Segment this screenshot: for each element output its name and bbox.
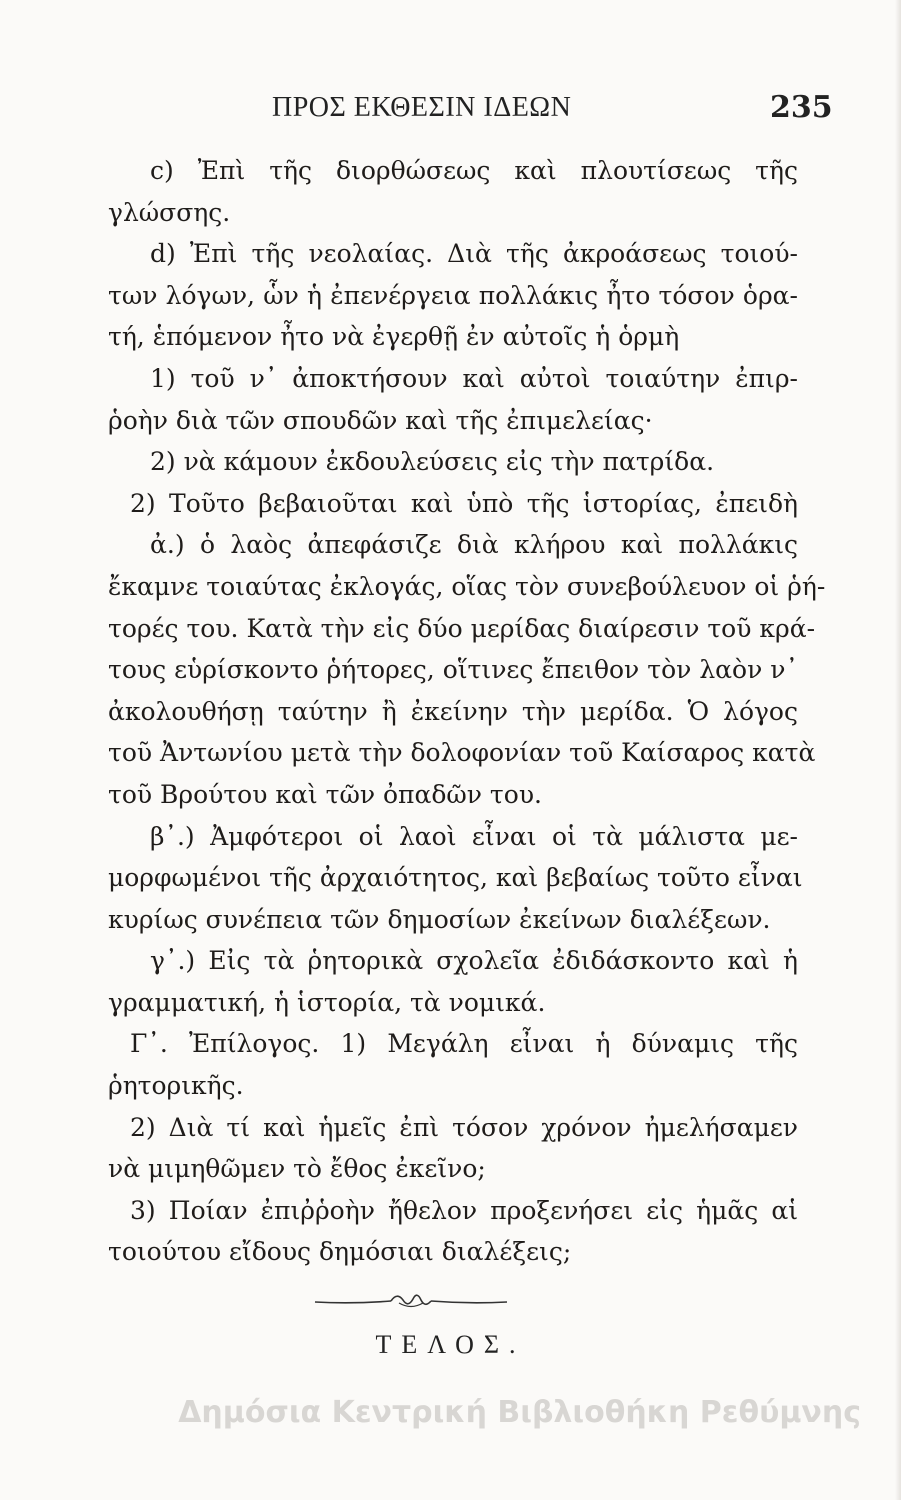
- text-line: Γ᾽. Ἐπίλογος. 1) Μεγάλη εἶναι ἡ δύναμις τῆς: [130, 1029, 798, 1059]
- text-line: c) Ἐπὶ τῆς διορθώσεως καὶ πλουτίσεως τῆς: [150, 156, 798, 185]
- text-line: 2) νὰ κάμουν ἐκδουλεύσεις εἰς τὴν πατρίδα.: [150, 447, 715, 477]
- page-number: 235: [770, 90, 833, 125]
- text-line: ἀκολουθήσῃ ταύτην ἢ ἐκείνην τὴν μερίδα. Ὁ λόγος: [108, 696, 798, 726]
- library-watermark: Δημόσια Κεντρική Βιβλιοθήκη Ρεθύμνης: [178, 1395, 861, 1430]
- text-line: ἀ.) ὁ λαὸς ἀπεφάσιζε διὰ κλήρου καὶ πολλάκις: [150, 530, 798, 560]
- body-text: [108, 150, 826, 1273]
- text-line: τορές του. Κατὰ τὴν εἰς δύο μερίδας διαίρεσιν τοῦ κρά-: [108, 613, 816, 643]
- text-line: των λόγων, ὧν ἡ ἐπενέργεια πολλάκις ἦτο τόσον ὁρα-: [108, 280, 798, 310]
- text-line: ῥοὴν διὰ τῶν σπουδῶν καὶ τῆς ἐπιμελείας·: [108, 405, 653, 435]
- text-line: 1) τοῦ ν᾽ ἀποκτήσουν καὶ αὐτοὶ τοιαύτην ἐπιρ-: [150, 363, 798, 393]
- text-line: μορφωμένοι τῆς ἀρχαιότητος, καὶ βεβαίως τοῦτο εἶναι: [108, 863, 803, 893]
- text-line: 2) Διὰ τί καὶ ἡμεῖς ἐπὶ τόσον χρόνον ἠμελήσαμεν: [130, 1112, 798, 1142]
- ending-word: ΤΕΛΟΣ.: [375, 1330, 526, 1359]
- text-line: β᾽.) Ἀμφότεροι οἱ λαοὶ εἶναι οἱ τὰ μάλιστα με-: [150, 821, 798, 851]
- text-line: τους εὑρίσκοντο ῥήτορες, οἵτινες ἔπειθον τὸν λαὸν ν᾽: [108, 655, 798, 685]
- text-line: τοιούτου εἴδους δημόσιαι διαλέξεις;: [108, 1237, 572, 1267]
- text-line: γραμματική, ἡ ἱστορία, τὰ νομικά.: [108, 987, 546, 1017]
- text-line: 2) Τοῦτο βεβαιοῦται καὶ ὑπὸ τῆς ἱστορίας, ἐπειδὴ: [130, 488, 798, 518]
- text-line: d) Ἐπὶ τῆς νεολαίας. Διὰ τῆς ἀκροάσεως τοιού-: [150, 239, 798, 269]
- page-edge-shadow: [895, 0, 901, 1500]
- text-line: ῥητορικῆς.: [108, 1071, 244, 1101]
- text-line: 3) Ποίαν ἐπιῤῥοὴν ἤθελον προξενήσει εἰς ἡμᾶς αἱ: [130, 1195, 798, 1225]
- text-line: τή, ἑπόμενον ἦτο νὰ ἐγερθῇ ἐν αὐτοῖς ἡ ὁρμὴ: [108, 322, 680, 352]
- text-line: τοῦ Ἀντωνίου μετὰ τὴν δολοφονίαν τοῦ Καίσαρος κατὰ: [108, 738, 816, 768]
- running-head: [0, 72, 901, 132]
- text-line: ἔκαμνε τοιαύτας ἐκλογάς, οἵας τὸν συνεβούλευον οἱ ῥή-: [108, 571, 826, 601]
- text-line: κυρίως συνέπεια τῶν δημοσίων ἐκείνων διαλέξεων.: [108, 904, 771, 934]
- text-line: νὰ μιμηθῶμεν τὸ ἔθος ἐκεῖνο;: [108, 1154, 486, 1184]
- page-title: ΠΡΟΣ ΕΚΘΕΣΙΝ ΙΔΕΩΝ: [272, 92, 572, 123]
- text-line: γλώσσης.: [108, 197, 231, 227]
- text-line: γ᾽.) Εἰς τὰ ῥητορικὰ σχολεῖα ἐδιδάσκοντο καὶ ἡ: [150, 946, 798, 976]
- ornament-divider-icon: [313, 1288, 509, 1314]
- text-line: τοῦ Βρούτου καὶ τῶν ὀπαδῶν του.: [108, 779, 542, 809]
